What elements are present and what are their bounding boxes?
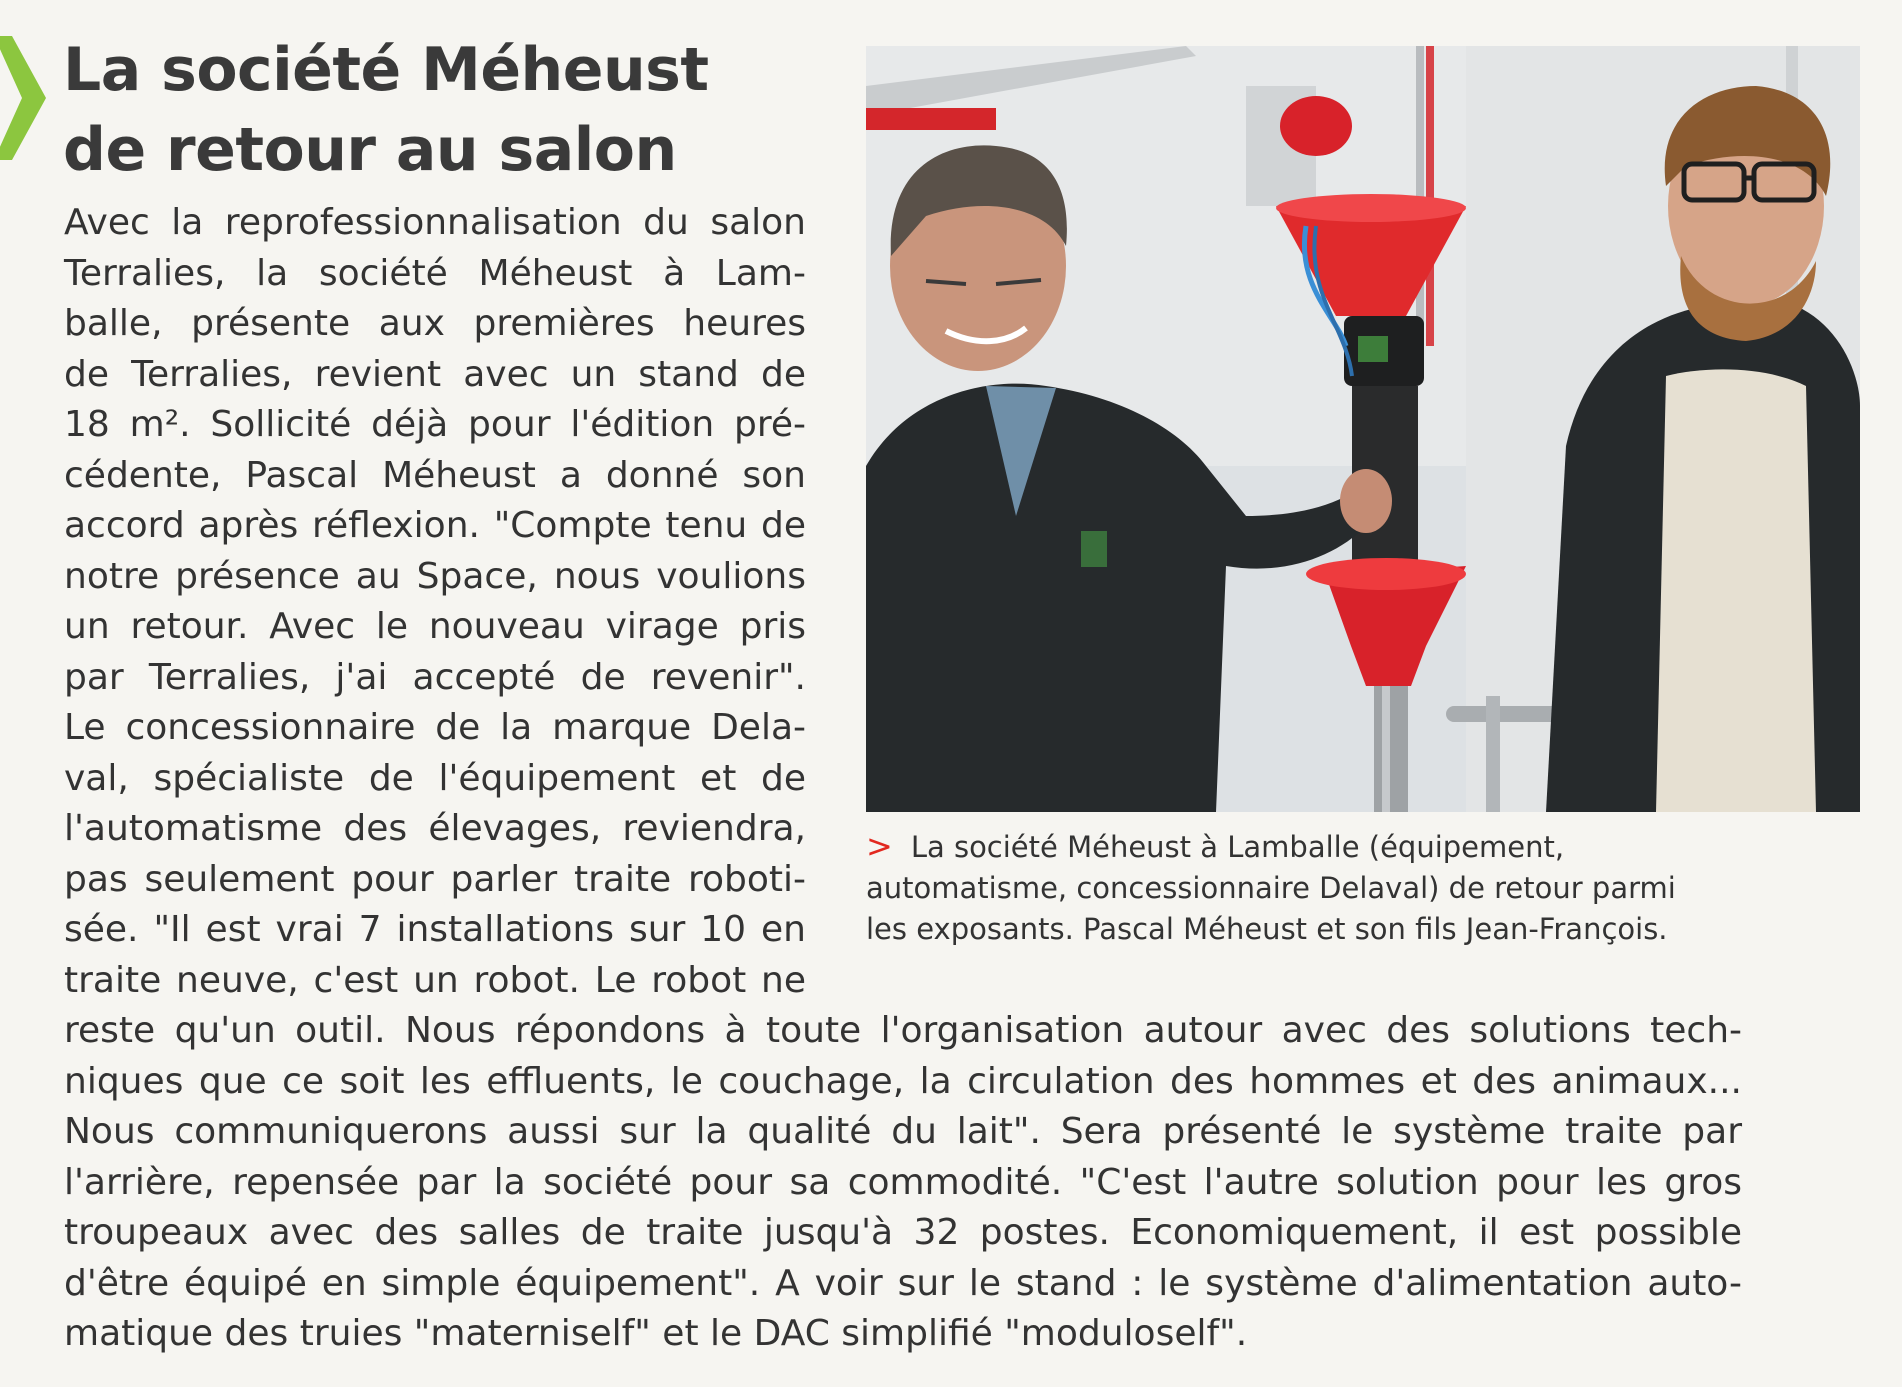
body-line: de Terralies, revient avec un stand de bbox=[64, 353, 806, 395]
body-line: pas seulement pour parler traite roboti- bbox=[64, 858, 806, 900]
body-line: 18 m². Sollicité déjà pour l'édition pré- bbox=[64, 404, 806, 445]
body-line: niques que ce soit les effluents, le couchage, la circulation des hommes et des animaux... bbox=[64, 1060, 1742, 1102]
body-line: Terralies, la société Méheust à Lam- bbox=[64, 252, 806, 294]
body-line: balle, présente aux premières heures bbox=[64, 303, 806, 344]
green-chevron-icon bbox=[0, 36, 46, 160]
photo-illustration bbox=[866, 46, 1860, 812]
body-line: troupeaux avec des salles de traite jusqu'à 32 postes. Economiquement, il est possible bbox=[64, 1212, 1742, 1253]
body-line: Avec la reprofessionnalisation du salon bbox=[64, 202, 806, 243]
article-photo bbox=[866, 46, 1860, 812]
body-line: accord après réflexion. "Compte tenu de bbox=[64, 505, 806, 546]
article-body-wide-column bbox=[64, 1006, 1742, 1360]
body-line: un retour. Avec le nouveau virage pris bbox=[64, 606, 806, 647]
body-line: sée. "Il est vrai 7 installations sur 10 en bbox=[64, 909, 806, 950]
caption-line-3: les exposants. Pascal Méheust et son fils Jean-François. bbox=[866, 912, 1668, 946]
article-headline bbox=[63, 30, 823, 190]
caption-arrow-icon: > bbox=[866, 827, 893, 865]
body-line: reste qu'un outil. Nous répondons à toute l'organisation autour avec des solutions tech- bbox=[64, 1010, 1742, 1051]
body-line: cédente, Pascal Méheust a donné son bbox=[64, 454, 806, 496]
body-line: d'être équipé en simple équipement". A voir sur le stand : le système d'alimentation auto- bbox=[64, 1262, 1742, 1304]
body-line: Le concessionnaire de la marque Dela- bbox=[64, 707, 806, 748]
photo-caption bbox=[866, 826, 1866, 950]
caption-line-1: > La société Méheust à Lamballe (équipement, bbox=[866, 827, 1565, 865]
body-line: Nous communiquerons aussi sur la qualité du lait". Sera présenté le système traite par bbox=[64, 1111, 1742, 1152]
headline-line-1: La société Méheust bbox=[63, 35, 709, 105]
body-line: l'automatisme des élevages, reviendra, bbox=[64, 808, 806, 849]
body-line: notre présence au Space, nous voulions bbox=[64, 555, 806, 597]
body-line: traite neuve, c'est un robot. Le robot ne bbox=[64, 959, 806, 1001]
caption-line-2: automatisme, concessionnaire Delaval) de retour parmi bbox=[866, 871, 1676, 905]
body-line: par Terralies, j'ai accepté de revenir". bbox=[64, 656, 806, 698]
body-line: matique des truies "materniself" et le DAC simplifié "moduloself". bbox=[64, 1313, 1248, 1354]
body-line: l'arrière, repensée par la société pour sa commodité. "C'est l'autre solution pour les gros bbox=[64, 1161, 1742, 1203]
body-line: val, spécialiste de l'équipement et de bbox=[64, 757, 806, 799]
headline-line-2: de retour au salon bbox=[63, 115, 677, 185]
